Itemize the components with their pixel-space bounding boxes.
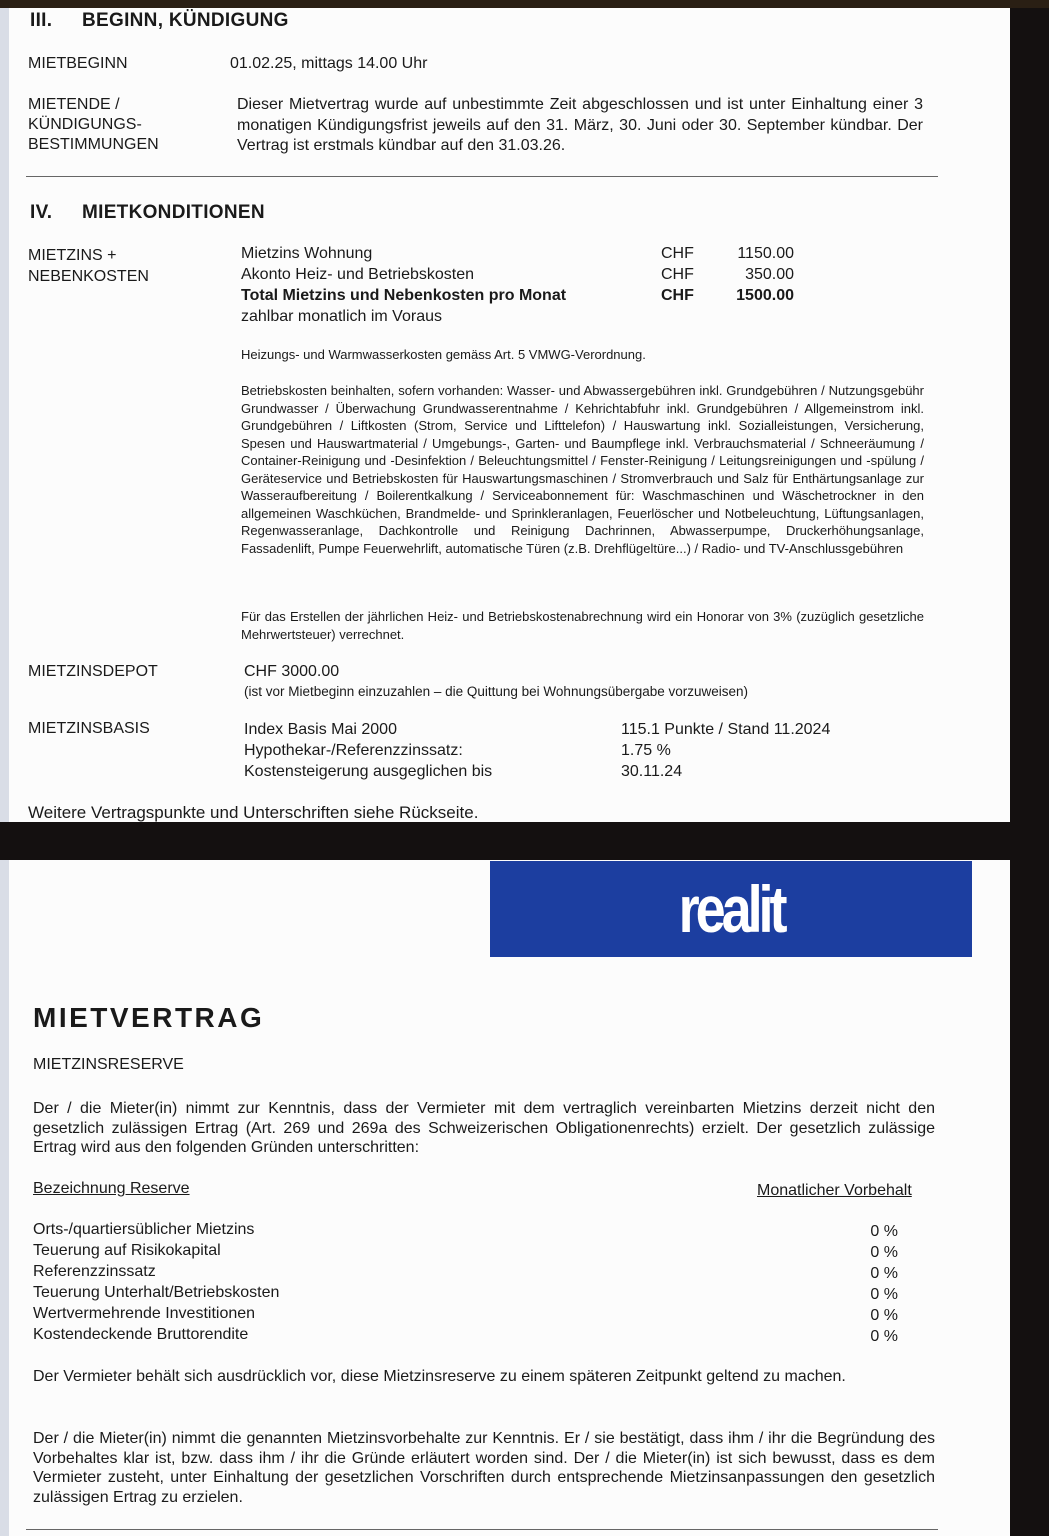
reserve-col-right: Monatlicher Vorbehalt: [757, 1182, 912, 1199]
section-4-number: IV.: [30, 202, 53, 223]
rent-row-amount: 350.00: [745, 266, 794, 283]
mietende-label: MIETENDE / KÜNDIGUNGS- BESTIMMUNGEN: [28, 96, 159, 153]
rent-total-amount: 1500.00: [736, 287, 794, 304]
mietzins-label: MIETZINS + NEBENKOSTEN: [28, 247, 149, 285]
basis-row-label: Index Basis Mai 2000: [244, 721, 397, 738]
rent-total-currency: CHF: [661, 287, 694, 304]
payable-note: zahlbar monatlich im Voraus: [241, 308, 442, 325]
basis-row-value: 30.11.24: [621, 763, 683, 780]
reserve-item-label: Kostendeckende Bruttorendite: [33, 1326, 249, 1343]
reserve-item-value: 0 %: [870, 1307, 898, 1324]
reserve-item-value: 0 %: [870, 1286, 898, 1303]
depot-value: CHF 3000.00: [244, 663, 340, 680]
rent-row-label: Mietzins Wohnung: [241, 245, 373, 262]
top-dark-strip: [0, 0, 1049, 8]
page-footer-note: Weitere Vertragspunkte und Unterschriften siehe Rückseite.: [28, 803, 479, 822]
reserve-item-value: 0 %: [870, 1265, 898, 1282]
logo-wordmark: realit: [678, 872, 784, 946]
realit-logo: [490, 861, 972, 957]
reserve-paragraph-3: Der / die Mieter(in) nimmt die genannten Mietzinsvorbehalte zur Kenntnis. Er / sie bestätigt, dass ihm / ihr die Begründung des Vorbehaltes klar ist, bzw. dass ihm / ihr die Gründe erläutert worden sind. Der / die Mieter(in) ist sich bewusst, dass es dem Vermieter zusteht, unter Einhaltung der gesetzlichen Vorschriften durch entsprechende Mietzinsanpassungen den gesetzlich zulässigen Ertrag zu erzielen.: [33, 1430, 935, 1506]
section-divider: [26, 1529, 938, 1530]
depot-label: MIETZINSDEPOT: [28, 663, 158, 680]
reserve-item-label: Teuerung auf Risikokapital: [33, 1242, 221, 1259]
reserve-item-label: Orts-/quartiersüblicher Mietzins: [33, 1221, 255, 1238]
basis-label: MIETZINSBASIS: [28, 720, 150, 737]
basis-row-value: 1.75 %: [621, 742, 671, 759]
rent-total-label: Total Mietzins und Nebenkosten pro Monat: [241, 287, 567, 304]
document-title: MIETVERTRAG: [33, 1002, 265, 1033]
reserve-item-value: 0 %: [870, 1244, 898, 1261]
section-4-heading: MIETKONDITIONEN: [82, 202, 265, 223]
heizung-note: Heizungs- und Warmwasserkosten gemäss Art. 5 VMWG-Verordnung.: [241, 347, 646, 362]
mietbeginn-value: 01.02.25, mittags 14.00 Uhr: [230, 55, 428, 72]
basis-row-label: Hypothekar-/Referenzzinssatz:: [244, 742, 463, 759]
page-gutter: [0, 860, 9, 1536]
mietbeginn-label: MIETBEGINN: [28, 55, 128, 72]
rent-row-currency: CHF: [661, 245, 694, 262]
basis-row-value: 115.1 Punkte / Stand 11.2024: [621, 721, 831, 738]
reserve-col-left: Bezeichnung Reserve: [33, 1180, 190, 1197]
reserve-intro: Der / die Mieter(in) nimmt zur Kenntnis, dass der Vermieter mit dem vertraglich vereinbarten Mietzins derzeit nicht den gesetzlich zulässigen Ertrag (Art. 269 und 269a des Schweizerischen Obligationenrechts) erzielt. Der gesetzlich zulässige Ertrag wird aus den folgenden Gründen unterschritten:: [33, 1100, 935, 1156]
rent-row-amount: 1150.00: [737, 245, 794, 262]
section-3-number: III.: [30, 10, 53, 31]
section-divider: [26, 176, 938, 177]
betriebskosten-text: Betriebskosten beinhalten, sofern vorhanden: Wasser- und Abwassergebühren inkl. Grundgebühren / Nutzungsgebühr Grundwasser / Überwachung Grundwasserentnahme / Kehrichtabfuhr inkl. Grundgebühren / Allgemeinstrom inkl. Grundgebühren / Liftkosten (Strom, Service und Lifttelefon) / Hauswartung inkl. Sozialleistungen, Versicherung, Spesen und Hauswartmaterial / Umgebungs-, Garten- und Baumpflege inkl. Verbrauchsmaterial / Schneeräumung / Container-Reinigung und -Desinfektion / Beleuchtungsmittel / Fenster-Reinigung / Leitungsreinigungen und -spülung / Geräteservice und Betriebskosten für Hauswartungsmaschinen / Stromverbrauch und Salz für Enthärtungsanlage zur Wasseraufbereitung / Boilerentkalkung / Serviceabonnement für: Waschmaschinen und Wäschetrockner in den allgemeinen Waschküchen, Brandmelde- und Sprinkleranlagen, Feuerlöscher und Notbeleuchtung, Lüftungsanlagen, Regenwasseranlage, Dachkontrolle und Reinigung Dachrinnen, Abwasserpumpe, Druckerhöhungsanlage, Fassadenlift, Pumpe Feuerwehrlift, automatische Türen (z.B. Drehflügeltüre...) / Radio- und TV-Anschlussgebühren: [241, 383, 924, 556]
section-3-heading: BEGINN, KÜNDIGUNG: [82, 10, 289, 31]
mietende-text: Dieser Mietvertrag wurde auf unbestimmte Zeit abgeschlossen und ist unter Einhaltung einer 3 monatigen Kündigungsfrist jeweils auf den 31. März, 30. Juni oder 30. September kündbar. Der Vertrag ist erstmals kündbar auf den 31.03.26.: [237, 96, 923, 154]
basis-row-label: Kostensteigerung ausgeglichen bis: [244, 763, 493, 780]
page-gutter: [0, 8, 9, 822]
rent-row-label: Akonto Heiz- und Betriebskosten: [241, 266, 475, 283]
reserve-subtitle: MIETZINSRESERVE: [33, 1056, 184, 1073]
reserve-item-value: 0 %: [870, 1328, 898, 1345]
honorar-text: Für das Erstellen der jährlichen Heiz- und Betriebskostenabrechnung wird ein Honorar von 3% (zuzüglich gesetzliche Mehrwertsteuer) verrechnet.: [241, 609, 924, 642]
reserve-item-label: Teuerung Unterhalt/Betriebskosten: [33, 1284, 280, 1301]
reserve-paragraph-2: Der Vermieter behält sich ausdrücklich vor, diese Mietzinsreserve zu einem späteren Zeitpunkt geltend zu machen.: [33, 1368, 846, 1385]
reserve-item-value: 0 %: [870, 1223, 898, 1240]
reserve-item-label: Referenzzinssatz: [33, 1263, 156, 1280]
rent-row-currency: CHF: [661, 266, 694, 283]
reserve-item-label: Wertvermehrende Investitionen: [33, 1305, 256, 1322]
depot-note: (ist vor Mietbeginn einzuzahlen – die Quittung bei Wohnungsübergabe vorzuweisen): [244, 684, 749, 699]
